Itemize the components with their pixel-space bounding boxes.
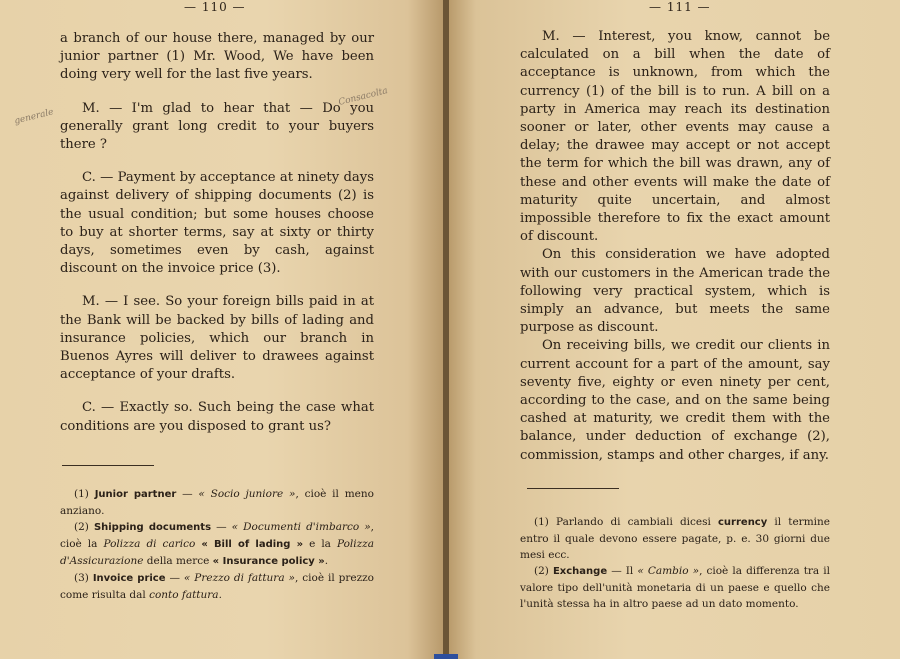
footnote: (1) Junior partner — « Socio juniore », cioè il meno anziano. bbox=[60, 488, 374, 517]
footnote-divider bbox=[527, 488, 619, 489]
right-page bbox=[449, 0, 900, 659]
paragraph: On this consideration we have adopted with our customers in the American trade the following very practical system, which is simply an advance, but meets the same purpose as discount. bbox=[520, 247, 830, 336]
left-page bbox=[0, 0, 443, 659]
footnote-divider bbox=[62, 465, 154, 466]
paragraph: C. — Payment by acceptance at ninety days against delivery of shipping documents (2) is the usual condition; but some houses choose to buy at shorter terms, say at sixty or thirty days, sometimes even by cash, against discount on the invoice price (3). bbox=[60, 170, 374, 277]
paragraph: a branch of our house there, managed by our junior partner (1) Mr. Wood, We have been doing very well for the last five years. bbox=[60, 31, 374, 83]
footnote: (2) Shipping documents — « Documenti d'imbarco », cioè la Polizza di carico « Bill of lading » e la Polizza d'Assicurazione della merce « Insurance policy ». bbox=[60, 521, 375, 567]
footnote: (1) Parlando di cambiali dicesi currency il termine entro il quale devono essere pagate, p. e. 30 giorni due mesi ecc. bbox=[520, 516, 830, 561]
paragraph: M. — I see. So your foreign bills paid in at the Bank will be backed by bills of lading and insurance policies, which our branch in Buenos Ayres will deliver to drawees against acceptance of your drafts. bbox=[60, 294, 374, 383]
book-spine-binding bbox=[434, 654, 458, 659]
paragraph: C. — Exactly so. Such being the case what conditions are you disposed to grant us? bbox=[60, 400, 374, 434]
paragraph: On receiving bills, we credit our clients in current account for a part of the amount, say seventy five, eighty or even ninety per cent, according to the case, and on the same being cashed at maturity, we credit them with the balance, under deduction of exchange (2), commission, stamps and other charges, if any. bbox=[520, 338, 830, 463]
footnote: (2) Exchange — Il « Cambio », cioè la differenza tra il valore tipo dell'unità monetaria di un paese e quello che l'unità stessa ha in altro paese ad un dato momento. bbox=[520, 565, 830, 610]
pencil-annotation: generale bbox=[13, 107, 55, 127]
footnote: (3) Invoice price — « Prezzo di fattura », cioè il prezzo come risulta dal conto fattura. bbox=[60, 572, 374, 601]
left-body-text bbox=[60, 30, 374, 436]
paragraph: M. — I'm glad to hear that — Do you generally grant long credit to your buyers there ? bbox=[60, 100, 374, 153]
pencil-annotation: Consacolta bbox=[337, 86, 389, 108]
page-number-left: — 110 — bbox=[184, 0, 246, 14]
right-footnotes bbox=[520, 514, 830, 612]
right-body-text bbox=[520, 28, 830, 465]
page-number-right: — 111 — bbox=[649, 0, 711, 14]
paragraph: M. — Interest, you know, cannot be calculated on a bill when the date of acceptance is unknown, from which the currency (1) of the bill is to run. A bill on a party in America may reach its destination sooner or later, other events may cause a delay; the drawee may accept or not accept the term for which the bill was drawn, any of these and other events will make the date of maturity quite uncertain, and almost impossible therefore to fix the exact amount of discount. bbox=[520, 29, 830, 245]
left-footnotes bbox=[60, 486, 374, 603]
